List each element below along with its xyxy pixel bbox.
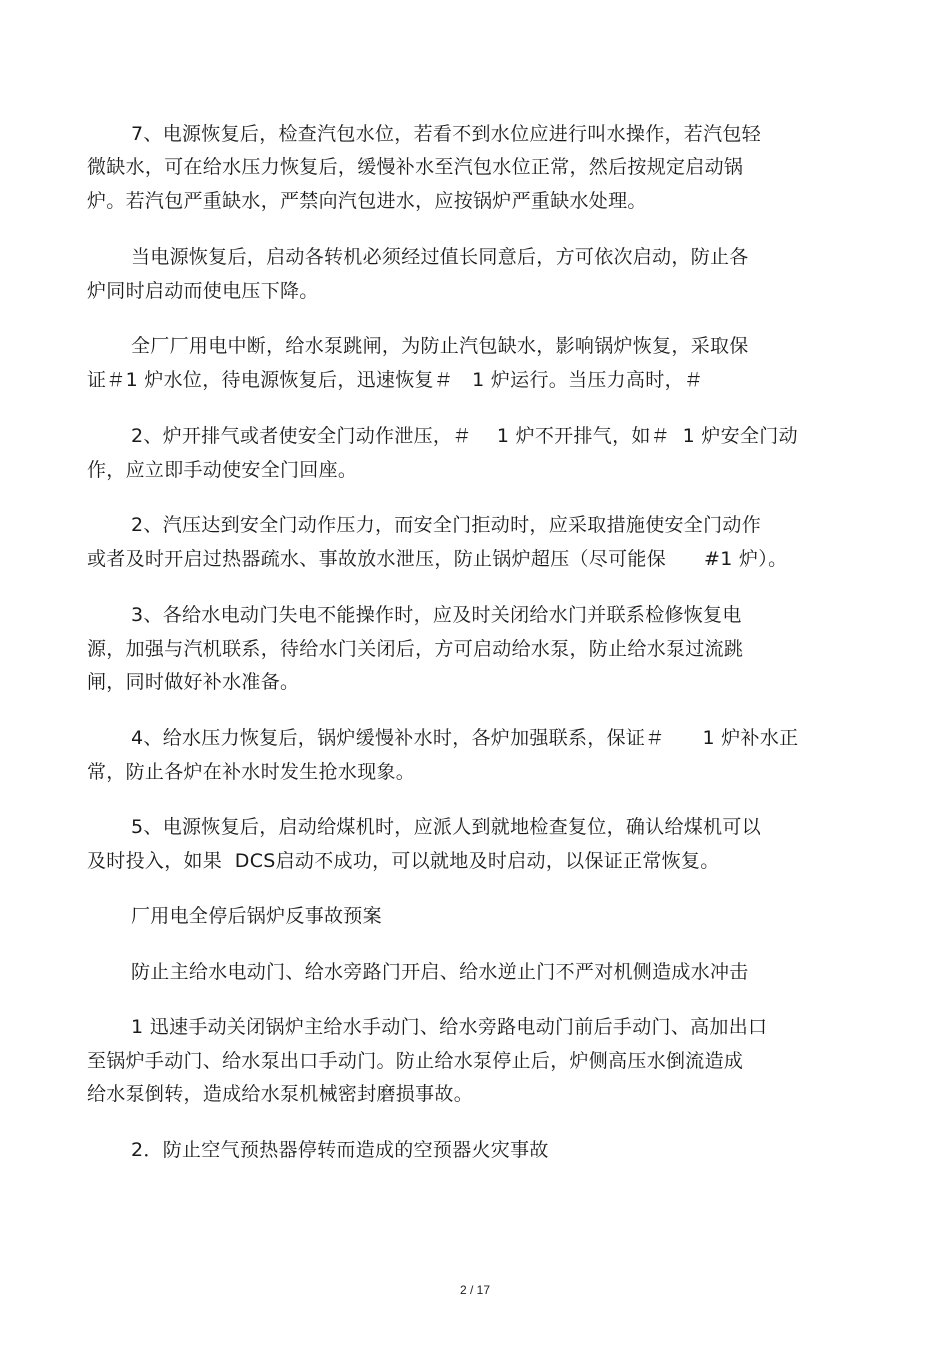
section-heading: 厂用电全停后锅炉反事故预案 — [131, 905, 382, 927]
text-line: 2．防止空气预热器停转而造成的空预器火灾事故 — [131, 1139, 549, 1161]
page-number: 2 / 17 — [459, 1283, 491, 1297]
text-line: 炉同时启动而使电压下降。 — [87, 280, 319, 302]
text-line: 微缺水，可在给水压力恢复后，缓慢补水至汽包水位正常，然后按规定启动锅 — [87, 156, 744, 178]
text-line: 3、各给水电动门失电不能操作时，应及时关闭给水门并联系检修恢复电 — [131, 604, 742, 626]
text-line: 防止主给水电动门、给水旁路门开启、给水逆止门不严对机侧造成水冲击 — [131, 961, 749, 983]
text-line: 5、电源恢复后，启动给煤机时，应派人到就地检查复位，确认给煤机可以 — [131, 816, 761, 838]
text-line: 当电源恢复后，启动各转机必须经过值长同意后，方可依次启动，防止各 — [131, 246, 749, 268]
text-line: 4、给水压力恢复后，锅炉缓慢补水时，各炉加强联系，保证＃ 1 炉补水正 — [131, 727, 799, 749]
text-line: 2、汽压达到安全门动作压力，而安全门拒动时，应采取措施使安全门动作 — [131, 514, 761, 536]
text-line: 给水泵倒转，造成给水泵机械密封磨损事故。 — [87, 1083, 474, 1105]
text-line: 至锅炉手动门、给水泵出口手动门。防止给水泵停止后，炉侧高压水倒流造成 — [87, 1050, 744, 1072]
text-line: 全厂厂用电中断，给水泵跳闸，为防止汽包缺水，影响锅炉恢复，采取保 — [131, 335, 749, 357]
text-line: 或者及时开启过热器疏水、事故放水泄压，防止锅炉超压（尽可能保 #1 炉）。 — [87, 548, 788, 570]
text-line: 1 迅速手动关闭锅炉主给水手动门、给水旁路电动门前后手动门、高加出口 — [131, 1016, 768, 1038]
text-line: 炉。若汽包严重缺水，严禁向汽包进水，应按锅炉严重缺水处理。 — [87, 190, 647, 212]
text-line: 闸，同时做好补水准备。 — [87, 671, 300, 693]
text-line: 证＃1 炉水位，待电源恢复后，迅速恢复＃ 1 炉运行。当压力高时，＃ — [87, 369, 704, 391]
text-line: 源，加强与汽机联系，待给水门关闭后，方可启动给水泵，防止给水泵过流跳 — [87, 638, 744, 660]
text-line: 常，防止各炉在补水时发生抢水现象。 — [87, 761, 416, 783]
text-line: 7、电源恢复后，检查汽包水位，若看不到水位应进行叫水操作，若汽包轻 — [131, 123, 761, 145]
text-line: 及时投入，如果 DCS启动不成功，可以就地及时启动，以保证正常恢复。 — [87, 850, 720, 872]
text-line: 作，应立即手动使安全门回座。 — [87, 459, 358, 481]
text-line: 2、炉开排气或者使安全门动作泄压，＃ 1 炉不开排气，如＃ 1 炉安全门动 — [131, 425, 798, 447]
